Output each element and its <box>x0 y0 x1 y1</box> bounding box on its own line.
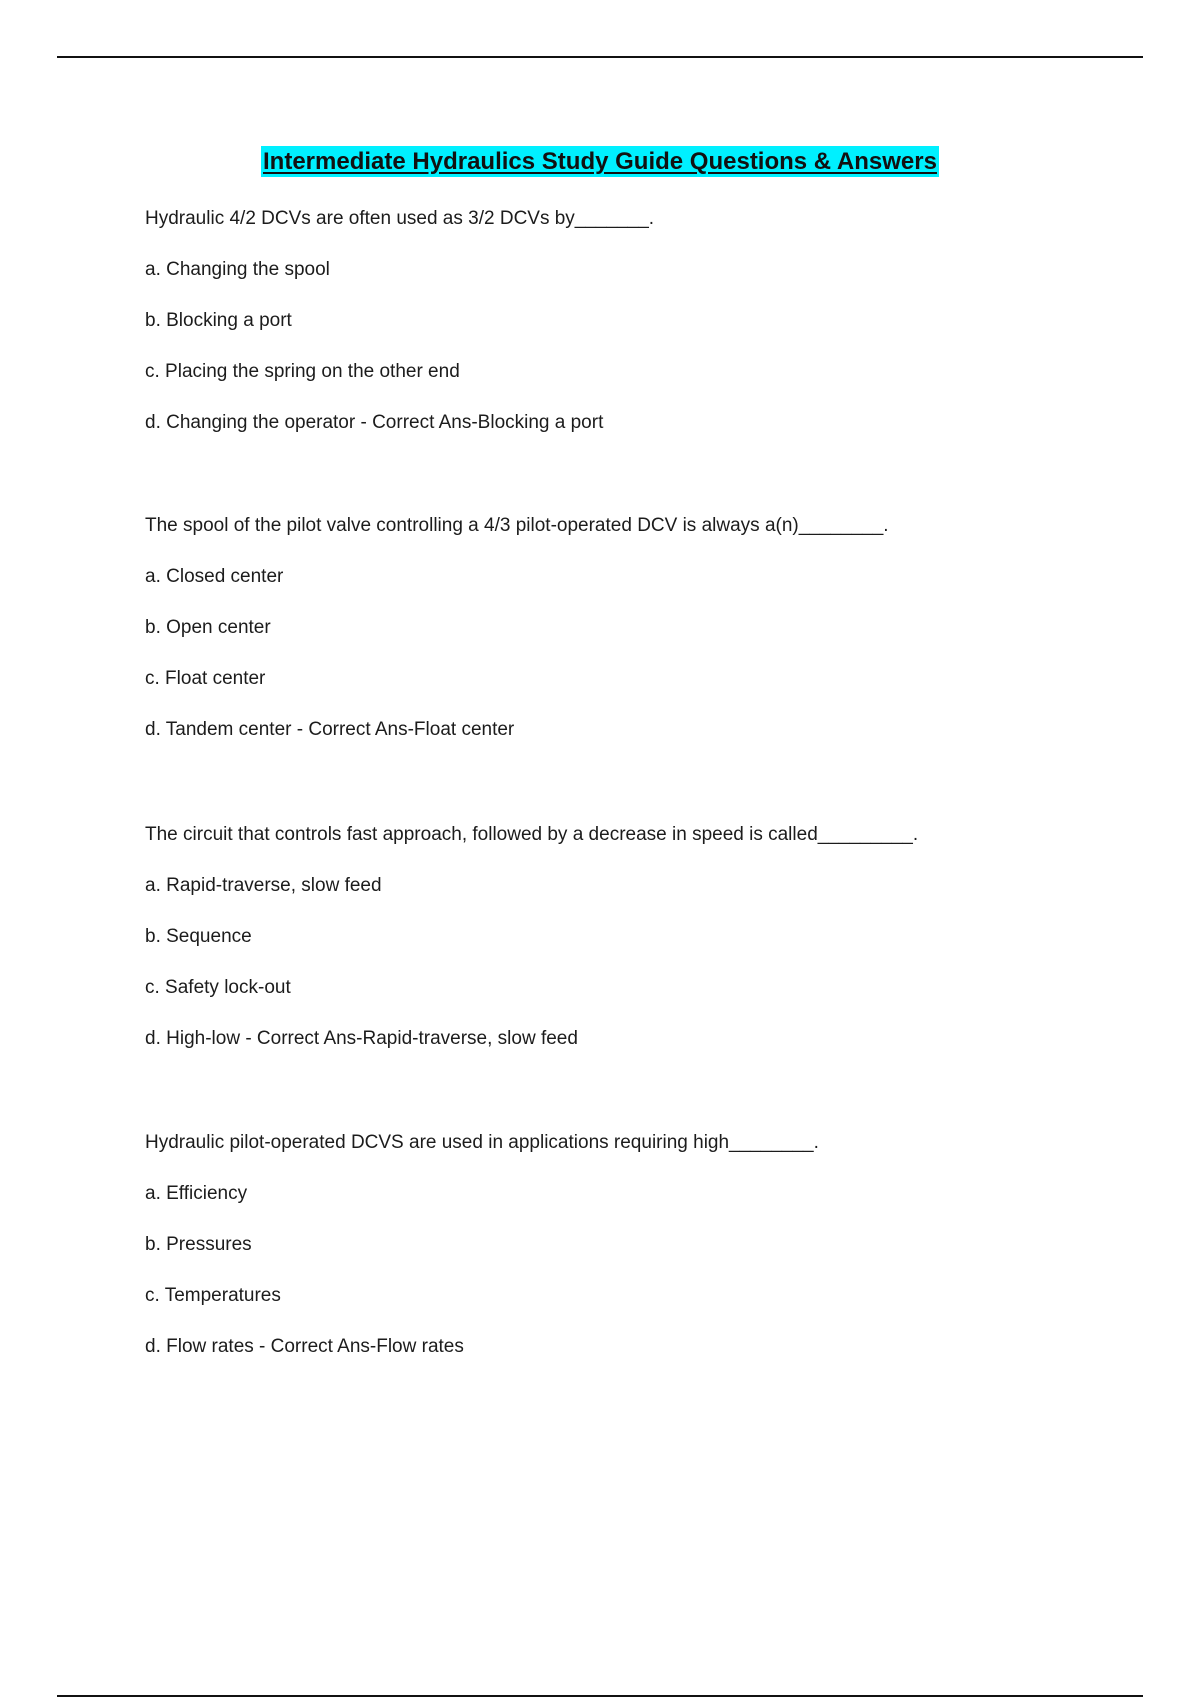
question-block <box>145 1131 1145 1359</box>
question-block <box>145 823 1145 1051</box>
title-block <box>0 146 1200 177</box>
answer-option: a. Efficiency <box>145 1183 248 1204</box>
question-prompt: Hydraulic pilot-operated DCVS are used in applications requiring high________. <box>145 1132 819 1153</box>
answer-option-with-correct-answer: d. High-low - Correct Ans-Rapid-traverse, slow feed <box>145 1028 578 1049</box>
answer-option: b. Open center <box>145 617 271 638</box>
answer-option: c. Safety lock-out <box>145 977 291 998</box>
top-divider <box>57 56 1143 58</box>
question-block <box>145 207 1145 435</box>
bottom-divider <box>57 1695 1143 1697</box>
question-block <box>145 514 1145 742</box>
answer-option: a. Closed center <box>145 566 284 587</box>
answer-option-with-correct-answer: d. Changing the operator - Correct Ans-Blocking a port <box>145 412 604 433</box>
answer-option: c. Float center <box>145 668 266 689</box>
answer-option: a. Rapid-traverse, slow feed <box>145 875 382 896</box>
answer-option: a. Changing the spool <box>145 259 330 280</box>
question-prompt: Hydraulic 4/2 DCVs are often used as 3/2 DCVs by_______. <box>145 208 655 229</box>
answer-option: b. Sequence <box>145 926 252 947</box>
answer-option: b. Pressures <box>145 1234 252 1255</box>
page-title: Intermediate Hydraulics Study Guide Questions & Answers <box>263 148 937 175</box>
question-prompt: The circuit that controls fast approach, followed by a decrease in speed is called_________. <box>145 824 919 845</box>
answer-option-with-correct-answer: d. Flow rates - Correct Ans-Flow rates <box>145 1336 464 1357</box>
answer-option: c. Temperatures <box>145 1285 281 1306</box>
answer-option-with-correct-answer: d. Tandem center - Correct Ans-Float center <box>145 719 515 740</box>
answer-option: b. Blocking a port <box>145 310 292 331</box>
answer-option: c. Placing the spring on the other end <box>145 361 460 382</box>
question-prompt: The spool of the pilot valve controlling a 4/3 pilot-operated DCV is always a(n)________. <box>145 515 889 536</box>
